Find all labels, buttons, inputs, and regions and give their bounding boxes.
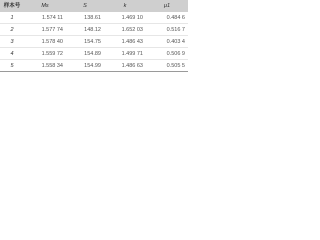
cell-k: 1.469 10 (104, 12, 146, 24)
table-row (0, 48, 188, 60)
table-row (0, 24, 188, 36)
data-table-container (0, 0, 188, 70)
table-row (0, 36, 188, 48)
cell-mu1: 0.505 5 (146, 60, 188, 72)
table-row (0, 12, 188, 24)
cell-k: 1.486 43 (104, 36, 146, 48)
cell-k: 1.486 63 (104, 60, 146, 72)
cell-s: 154.89 (66, 48, 104, 60)
cell-s: 154.75 (66, 36, 104, 48)
cell-mu1: 0.403 4 (146, 36, 188, 48)
cell-ms: 1.574 11 (24, 12, 66, 24)
cell-sample-no: 4 (0, 48, 24, 60)
cell-s: 138.61 (66, 12, 104, 24)
cell-mu1: 0.516 7 (146, 24, 188, 36)
cell-ms: 1.577 74 (24, 24, 66, 36)
cell-s: 148.12 (66, 24, 104, 36)
cell-sample-no: 3 (0, 36, 24, 48)
cell-ms: 1.578 40 (24, 36, 66, 48)
header-mu1: μ1 (163, 3, 171, 9)
cell-sample-no: 1 (0, 12, 24, 24)
cell-s: 154.99 (66, 60, 104, 72)
data-table (0, 0, 188, 72)
cell-ms: 1.558 34 (24, 60, 66, 72)
header-k: k (123, 3, 127, 9)
header-s: S (83, 3, 87, 9)
cell-k: 1.652 03 (104, 24, 146, 36)
header-row (0, 0, 188, 12)
table-header (0, 0, 188, 12)
cell-sample-no: 2 (0, 24, 24, 36)
cell-sample-no: 5 (0, 60, 24, 72)
header-ms: Ms (41, 3, 49, 9)
cell-ms: 1.559 72 (24, 48, 66, 60)
table-row (0, 60, 188, 72)
header-sample-no: 样本号 (3, 3, 21, 9)
cell-mu1: 0.506 9 (146, 48, 188, 60)
cell-mu1: 0.484 6 (146, 12, 188, 24)
cell-k: 1.499 71 (104, 48, 146, 60)
table-body (0, 12, 188, 72)
